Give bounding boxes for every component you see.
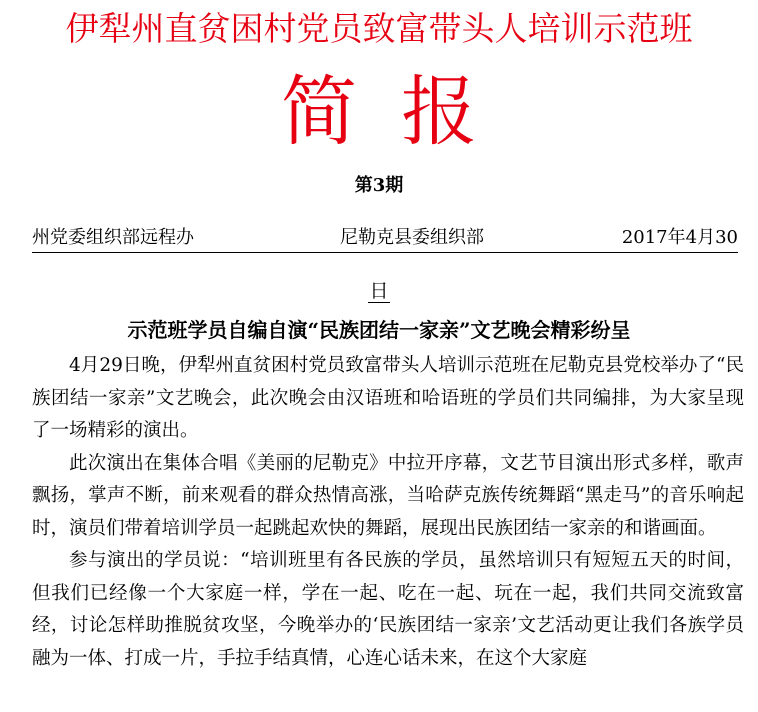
- paragraph: 此次演出在集体合唱《美丽的尼勒克》中拉开序幕，文艺节目演出形式多样，歌声飘扬，掌声不断，前来观看的群众热情高涨，当哈萨克族传统舞蹈“黑走马”的音乐响起时，演员们带着培训学员一起跳起欢快的舞蹈，展现出民族团结一家亲的和谐画面。: [32, 452, 744, 539]
- date-suffix: 日: [369, 280, 389, 302]
- publish-date: 2017年4月30: [621, 227, 738, 248]
- org-banner-title: 伊犁州直贫困村党员致富带头人培训示范班: [65, 9, 693, 48]
- bulletin-title: [0, 62, 758, 162]
- bulletin-title-char-2: 报: [401, 67, 477, 156]
- bulletin-title-char-1: 简: [281, 67, 357, 156]
- issue-number: 第3期: [354, 175, 404, 196]
- meta-line: [32, 224, 738, 253]
- paragraph: 参与演出的学员说：“培训班里有各民族的学员，虽然培训只有短短五天的时间，但我们已经像一个大家庭一样，学在一起、吃在一起、玩在一起，我们共同交流致富经，讨论怎样助推脱贫攻坚，今晚举办的‘民族团结一家亲’文艺活动更让我们各族学员融为一体、打成一片，手拉手结真情，心连心话未来，在这个大家庭: [32, 550, 744, 669]
- paragraph: 4月29日晚，伊犁州直贫困村党员致富带头人培训示范班在尼勒克县党校举办了“民族团结一家亲”文艺晚会，此次晚会由汉语班和哈语班的学员们共同编排，为大家呈现了一场精彩的演出。: [32, 355, 744, 441]
- publisher-left: 州党委组织部远程办: [32, 227, 194, 248]
- date-suffix-line: [0, 276, 758, 306]
- article-body: [32, 350, 744, 675]
- article-headline: 示范班学员自编自演“民族团结一家亲”文艺晚会精彩纷呈: [127, 318, 631, 342]
- publisher-center: 尼勒克县委组织部: [340, 227, 484, 248]
